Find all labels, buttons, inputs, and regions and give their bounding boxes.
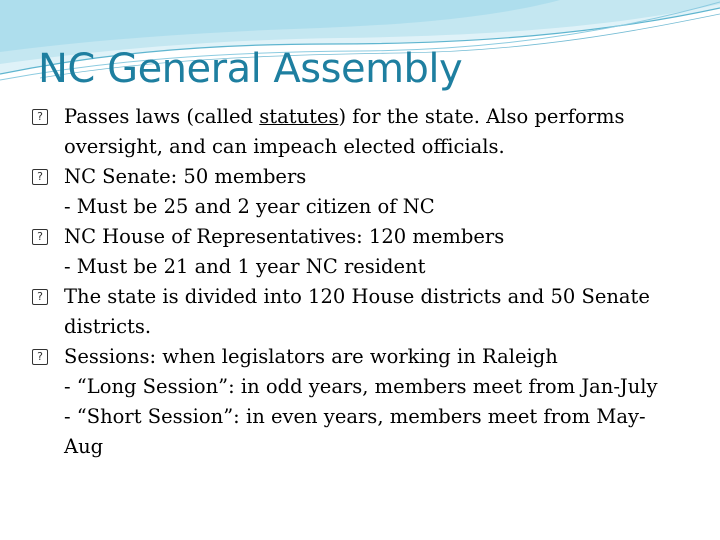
bullet-item [32,282,682,342]
sub-text: - Must be 25 and 2 year citizen of NC [64,195,435,218]
bullet-list [32,102,682,462]
statutes-term: statutes [259,105,339,128]
sub-item [32,372,682,402]
sub-item [32,252,682,282]
bullet-text: NC Senate: 50 members [64,165,307,188]
missing-glyph-box-icon: ? [32,349,48,365]
sub-text: - “Long Session”: in odd years, members meet from Jan-July [64,375,658,398]
sub-text: - “Short Session”: in even years, members meet from May-Aug [64,405,646,458]
missing-glyph-box-icon: ? [32,229,48,245]
bullet-item [32,102,682,162]
bullet-text: NC House of Representatives: 120 members [64,225,505,248]
bullet-item [32,342,682,372]
sub-item [32,192,682,222]
missing-glyph-box-icon: ? [32,109,48,125]
bullet-item [32,162,682,192]
bullet-text: Passes laws (called statutes) for the state. Also performs oversight, and can impeach elected officials. [64,105,625,158]
bullet-item [32,222,682,252]
sub-text: - Must be 21 and 1 year NC resident [64,255,426,278]
slide-title: NC General Assembly [38,46,463,92]
sub-item [32,402,682,462]
bullet-text: Sessions: when legislators are working in Raleigh [64,345,558,368]
bullet-text: The state is divided into 120 House districts and 50 Senate districts. [64,285,650,338]
missing-glyph-box-icon: ? [32,289,48,305]
missing-glyph-box-icon: ? [32,169,48,185]
